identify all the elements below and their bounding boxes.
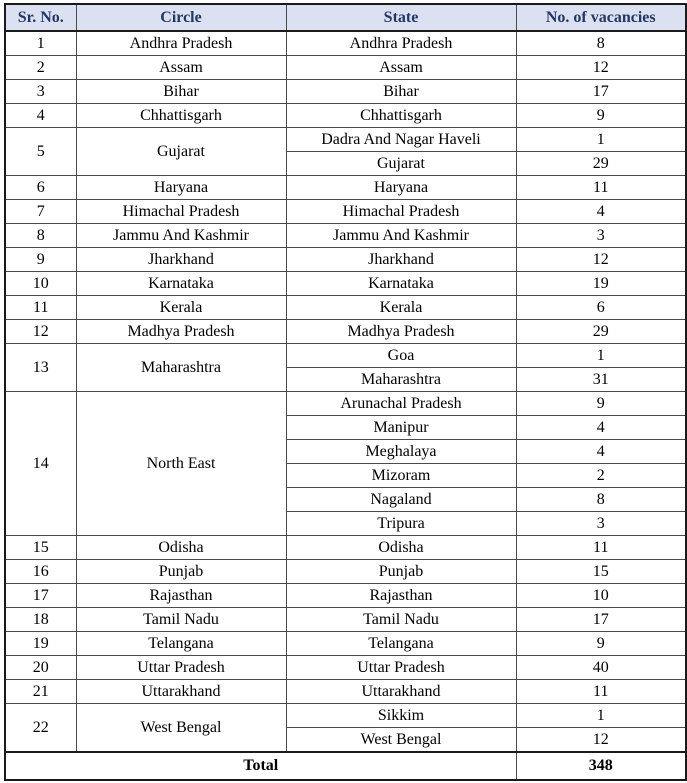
table-row — [5, 176, 686, 200]
table-row — [5, 704, 686, 728]
vacancies-cell: 9 — [516, 632, 686, 656]
state-cell: Assam — [286, 56, 516, 80]
vacancies-cell: 15 — [516, 560, 686, 584]
circle-cell: Madhya Pradesh — [76, 320, 286, 344]
table-row — [5, 200, 686, 224]
vacancies-cell: 11 — [516, 536, 686, 560]
vacancies-cell: 8 — [516, 488, 686, 512]
sr-no-cell: 4 — [5, 104, 76, 128]
state-cell: Manipur — [286, 416, 516, 440]
vacancies-cell: 10 — [516, 584, 686, 608]
table-row — [5, 632, 686, 656]
vacancies-cell: 11 — [516, 680, 686, 704]
vacancies-cell: 9 — [516, 104, 686, 128]
state-cell: Gujarat — [286, 152, 516, 176]
vacancies-cell: 1 — [516, 344, 686, 368]
table-row — [5, 680, 686, 704]
state-cell: Himachal Pradesh — [286, 200, 516, 224]
state-cell: Meghalaya — [286, 440, 516, 464]
circle-cell: West Bengal — [76, 704, 286, 753]
sr-no-cell: 14 — [5, 392, 76, 536]
total-row — [5, 752, 686, 780]
state-cell: Jammu And Kashmir — [286, 224, 516, 248]
vacancies-cell: 4 — [516, 416, 686, 440]
sr-no-cell: 15 — [5, 536, 76, 560]
circle-cell: Chhattisgarh — [76, 104, 286, 128]
state-cell: Bihar — [286, 80, 516, 104]
vacancies-cell: 4 — [516, 200, 686, 224]
sr-no-cell: 9 — [5, 248, 76, 272]
sr-no-cell: 7 — [5, 200, 76, 224]
sr-no-cell: 3 — [5, 80, 76, 104]
sr-no-cell: 22 — [5, 704, 76, 753]
vacancies-cell: 1 — [516, 128, 686, 152]
total-label: Total — [5, 752, 516, 780]
circle-cell: Uttarakhand — [76, 680, 286, 704]
vacancies-cell: 3 — [516, 224, 686, 248]
state-cell: Haryana — [286, 176, 516, 200]
header-circle: Circle — [76, 4, 286, 31]
sr-no-cell: 5 — [5, 128, 76, 176]
vacancies-cell: 19 — [516, 272, 686, 296]
state-cell: Chhattisgarh — [286, 104, 516, 128]
state-cell: Goa — [286, 344, 516, 368]
sr-no-cell: 8 — [5, 224, 76, 248]
header-state: State — [286, 4, 516, 31]
state-cell: Nagaland — [286, 488, 516, 512]
table-row — [5, 248, 686, 272]
state-cell: Dadra And Nagar Haveli — [286, 128, 516, 152]
circle-cell: Haryana — [76, 176, 286, 200]
circle-cell: Jharkhand — [76, 248, 286, 272]
state-cell: Karnataka — [286, 272, 516, 296]
vacancy-table — [4, 3, 687, 781]
table-row — [5, 320, 686, 344]
state-cell: Arunachal Pradesh — [286, 392, 516, 416]
vacancies-cell: 11 — [516, 176, 686, 200]
vacancies-cell: 12 — [516, 728, 686, 753]
table-row — [5, 31, 686, 56]
table-footer — [5, 752, 686, 780]
sr-no-cell: 10 — [5, 272, 76, 296]
vacancies-cell: 29 — [516, 152, 686, 176]
state-cell: Maharashtra — [286, 368, 516, 392]
state-cell: Rajasthan — [286, 584, 516, 608]
table-row — [5, 560, 686, 584]
sr-no-cell: 12 — [5, 320, 76, 344]
circle-cell: Rajasthan — [76, 584, 286, 608]
sr-no-cell: 17 — [5, 584, 76, 608]
total-value: 348 — [516, 752, 686, 780]
vacancies-cell: 8 — [516, 31, 686, 56]
state-cell: Mizoram — [286, 464, 516, 488]
table-body — [5, 31, 686, 752]
state-cell: Madhya Pradesh — [286, 320, 516, 344]
table-row — [5, 344, 686, 368]
circle-cell: Himachal Pradesh — [76, 200, 286, 224]
state-cell: Uttarakhand — [286, 680, 516, 704]
sr-no-cell: 6 — [5, 176, 76, 200]
state-cell: West Bengal — [286, 728, 516, 753]
circle-cell: Telangana — [76, 632, 286, 656]
table-row — [5, 272, 686, 296]
header-vacancies: No. of vacancies — [516, 4, 686, 31]
circle-cell: North East — [76, 392, 286, 536]
circle-cell: Maharashtra — [76, 344, 286, 392]
sr-no-cell: 20 — [5, 656, 76, 680]
sr-no-cell: 13 — [5, 344, 76, 392]
state-cell: Tamil Nadu — [286, 608, 516, 632]
sr-no-cell: 19 — [5, 632, 76, 656]
vacancies-cell: 12 — [516, 56, 686, 80]
circle-cell: Punjab — [76, 560, 286, 584]
table-row — [5, 608, 686, 632]
table-row — [5, 104, 686, 128]
circle-cell: Odisha — [76, 536, 286, 560]
header-row — [5, 4, 686, 31]
table-row — [5, 80, 686, 104]
vacancies-cell: 9 — [516, 392, 686, 416]
vacancies-cell: 3 — [516, 512, 686, 536]
vacancies-cell: 40 — [516, 656, 686, 680]
sr-no-cell: 11 — [5, 296, 76, 320]
table-row — [5, 224, 686, 248]
circle-cell: Bihar — [76, 80, 286, 104]
circle-cell: Assam — [76, 56, 286, 80]
sr-no-cell: 1 — [5, 31, 76, 56]
state-cell: Punjab — [286, 560, 516, 584]
vacancies-cell: 4 — [516, 440, 686, 464]
circle-cell: Uttar Pradesh — [76, 656, 286, 680]
state-cell: Jharkhand — [286, 248, 516, 272]
vacancies-cell: 1 — [516, 704, 686, 728]
state-cell: Andhra Pradesh — [286, 31, 516, 56]
state-cell: Uttar Pradesh — [286, 656, 516, 680]
vacancies-cell: 6 — [516, 296, 686, 320]
circle-cell: Tamil Nadu — [76, 608, 286, 632]
sr-no-cell: 2 — [5, 56, 76, 80]
circle-cell: Karnataka — [76, 272, 286, 296]
vacancies-cell: 17 — [516, 80, 686, 104]
table-header — [5, 4, 686, 31]
circle-cell: Jammu And Kashmir — [76, 224, 286, 248]
state-cell: Sikkim — [286, 704, 516, 728]
state-cell: Odisha — [286, 536, 516, 560]
circle-cell: Gujarat — [76, 128, 286, 176]
state-cell: Kerala — [286, 296, 516, 320]
vacancies-cell: 29 — [516, 320, 686, 344]
sr-no-cell: 16 — [5, 560, 76, 584]
vacancies-cell: 31 — [516, 368, 686, 392]
circle-cell: Andhra Pradesh — [76, 31, 286, 56]
vacancies-cell: 12 — [516, 248, 686, 272]
vacancies-cell: 17 — [516, 608, 686, 632]
state-cell: Tripura — [286, 512, 516, 536]
table-row — [5, 56, 686, 80]
state-cell: Telangana — [286, 632, 516, 656]
circle-cell: Kerala — [76, 296, 286, 320]
table-row — [5, 392, 686, 416]
table-row — [5, 536, 686, 560]
header-sr-no: Sr. No. — [5, 4, 76, 31]
sr-no-cell: 18 — [5, 608, 76, 632]
table-row — [5, 656, 686, 680]
table-row — [5, 296, 686, 320]
table-row — [5, 128, 686, 152]
table-row — [5, 584, 686, 608]
vacancies-cell: 2 — [516, 464, 686, 488]
sr-no-cell: 21 — [5, 680, 76, 704]
